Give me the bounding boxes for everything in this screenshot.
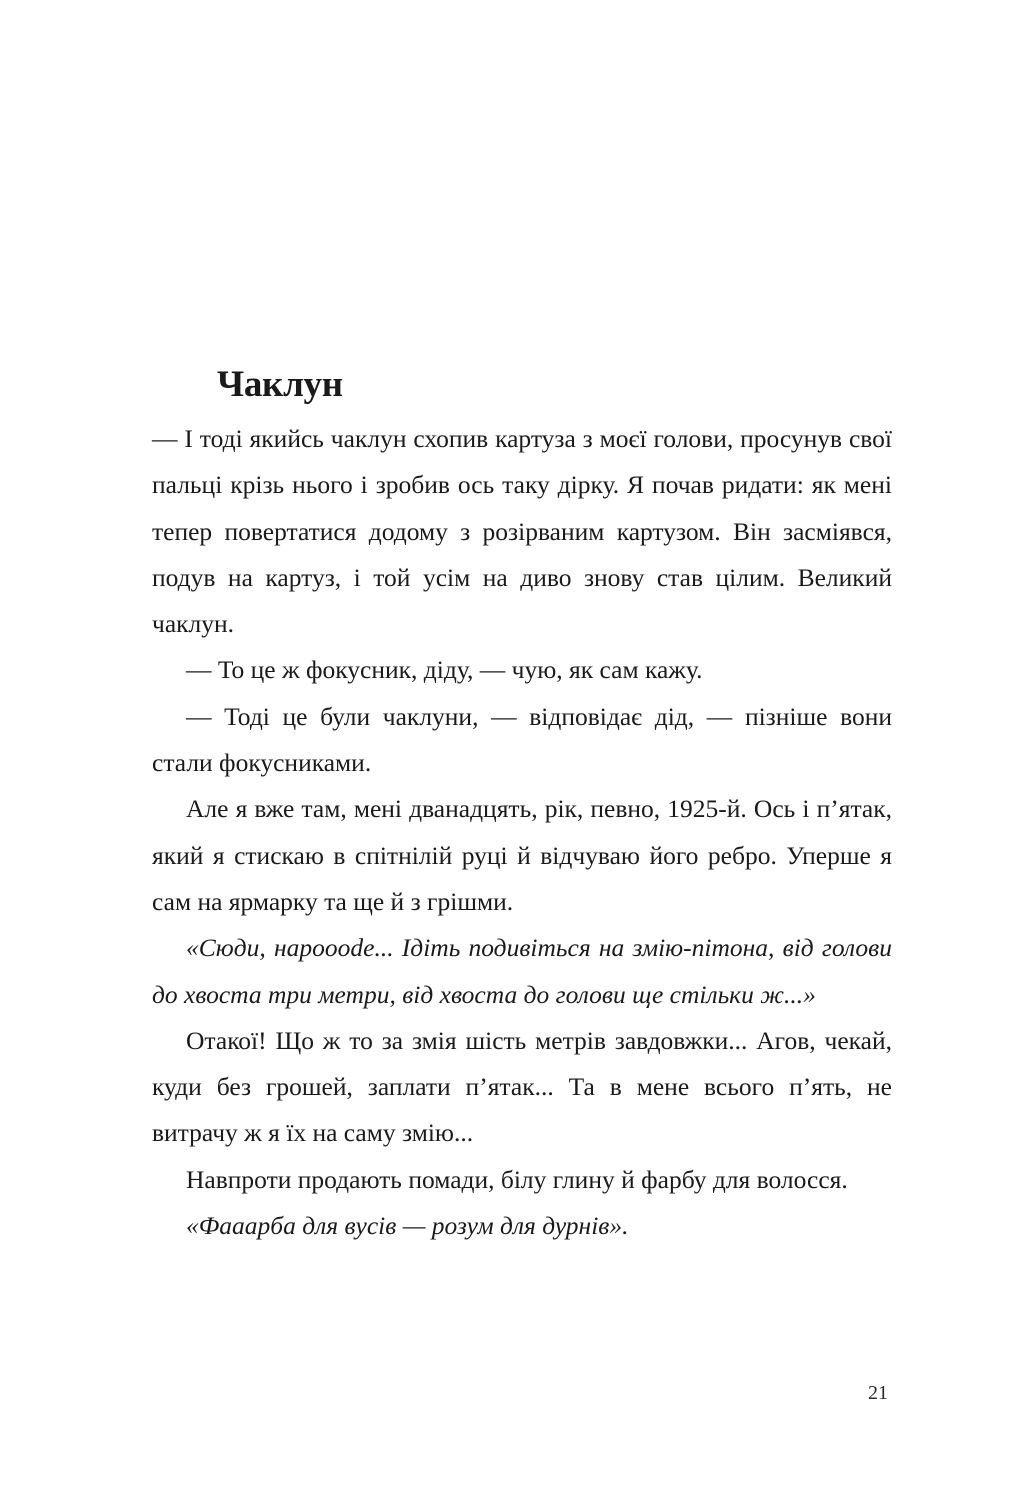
chapter-title: Чаклун [217,364,343,405]
paragraph-fair-memory: Але я вже там, мені дванадцять, рік, певно, 1925-й. Ось і п’ятак, який я стискаю в спітнілій руці й відчуваю його ребро. Уперше я сам на ярмарку та ще й з грішми. [152,794,892,916]
chapter-body [152,416,892,1249]
paragraph-barker-python: «Сюди, нарооode... Ідіть подивіться на змію-пітона, від голови до хвоста три метри, від хвоста до голови ще стільки ж...» [152,933,892,1009]
paragraph-snake-reaction: Отакої! Що ж то за змія шість метрів завдовжки... Агов, чекай, куди без грошей, заплати п’ятак... Та в мене всього п’ять, не витрачу ж я їх на саму змію... [152,1025,892,1148]
paragraph-barker-dye: «Фааарба для вусів — розум для дурнів». [186,1211,629,1241]
paragraph-lipstick-stall: Навпроти продають помади, білу глину й фарбу для волосся. [186,1164,848,1194]
paragraph-grandfather-reply: — Тоді це були чаклуни, — відповідає дід, — пізніше вони стали фокусниками. [152,701,892,778]
paragraph-magician-story: — І тоді якийсь чаклун схопив картуза з моєї голови, просунув свої пальці крізь нього і зробив ось таку дірку. Я почав ридати: як мені тепер повертатися додому з розірваним картузом. Він засміявся, подув на картуз, і той усім на диво знову став цілим. Великий чаклун. [152,424,892,639]
paragraph-conjurer-remark: — То це ж фокусник, діду, — чую, як сам кажу. [186,655,703,685]
page-number: 21 [868,1382,888,1404]
